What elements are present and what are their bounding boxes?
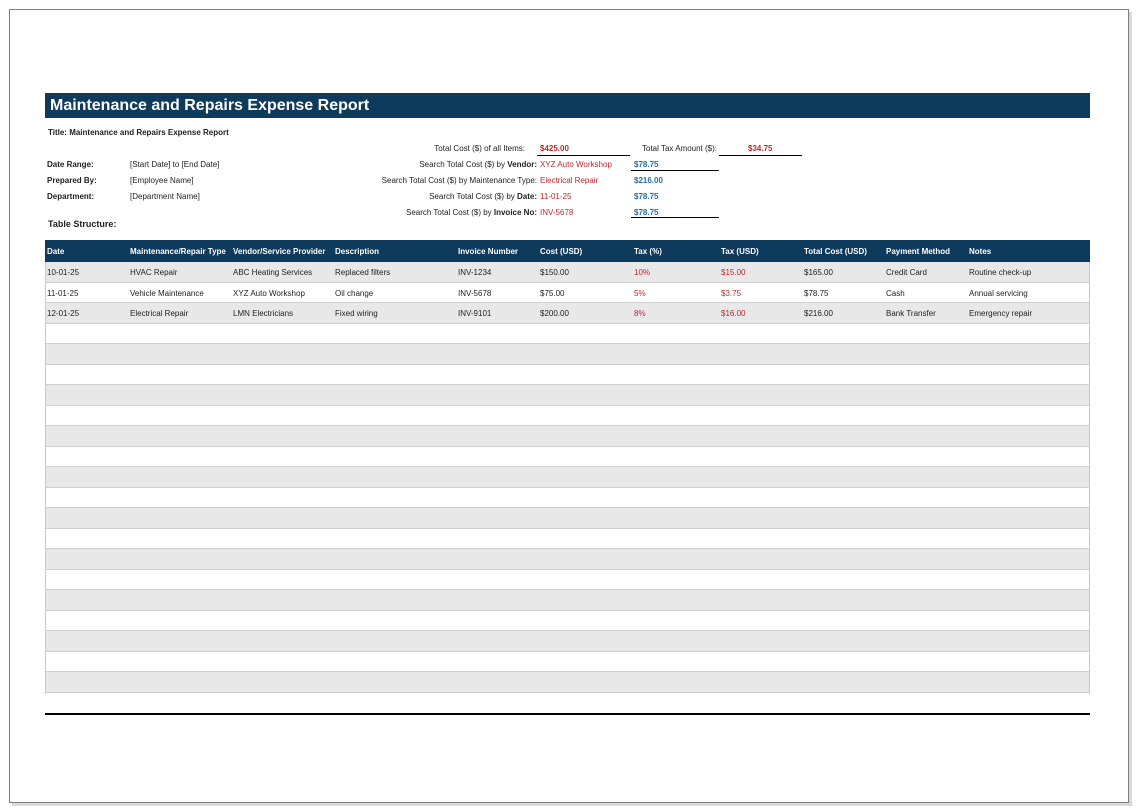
vendor-search-result: $78.75 (634, 160, 659, 169)
department-value[interactable]: [Department Name] (130, 192, 200, 201)
department-label: Department: (47, 192, 95, 201)
report-title-line: Title: Maintenance and Repairs Expense Report (48, 128, 229, 137)
table-row-empty[interactable] (45, 590, 1090, 611)
type-search-label: Search Total Cost ($) by Maintenance Type: (381, 176, 537, 185)
table-row-empty[interactable] (45, 652, 1090, 673)
table-row[interactable] (45, 262, 1090, 283)
cell-col-cost: $150.00 (540, 268, 569, 277)
cell-col-tax-usd: $16.00 (721, 309, 746, 318)
report-header-title: Maintenance and Repairs Expense Report (45, 93, 1090, 118)
invoice-result-underline (631, 217, 719, 218)
table-row-empty[interactable] (45, 529, 1090, 550)
cell-col-vendor: ABC Heating Services (233, 268, 313, 277)
date-search-label: Search Total Cost ($) by Date: (429, 192, 537, 201)
cell-col-date: 10-01-25 (47, 268, 80, 277)
cell-col-vendor: LMN Electricians (233, 309, 294, 318)
cell-col-date: 11-01-25 (47, 288, 79, 298)
cell-col-date: 12-01-25 (47, 309, 80, 318)
cell-col-invoice: INV-1234 (458, 268, 492, 277)
prepared-by-label: Prepared By: (47, 176, 97, 185)
cell-col-description: Oil change (335, 288, 374, 298)
header-col-date: Date (47, 247, 65, 256)
table-structure-label: Table Structure: (48, 219, 117, 229)
prepared-by-value[interactable]: [Employee Name] (130, 176, 194, 185)
cell-col-vendor: XYZ Auto Workshop (233, 288, 305, 298)
table-row-empty[interactable] (45, 426, 1090, 447)
total-tax-value: $34.75 (748, 144, 773, 153)
date-search-query[interactable]: 11-01-25 (540, 192, 572, 201)
header-col-tax-pct: Tax (%) (634, 247, 662, 256)
invoice-search-label: Search Total Cost ($) by Invoice No: (405, 208, 537, 217)
cell-col-tax-pct: 8% (634, 309, 646, 318)
cell-col-total: $78.75 (804, 288, 829, 298)
cell-col-type: Electrical Repair (130, 309, 189, 318)
cell-col-payment: Bank Transfer (886, 309, 936, 318)
table-left-border (45, 262, 46, 694)
table-header-row (45, 240, 1090, 262)
table-row[interactable] (45, 303, 1090, 324)
header-col-notes: Notes (969, 247, 992, 256)
table-row-empty[interactable] (45, 365, 1090, 386)
total-tax-underline (719, 155, 802, 156)
date-search-result: $78.75 (634, 192, 659, 201)
header-col-invoice: Invoice Number (458, 247, 519, 256)
footer-divider (45, 713, 1090, 715)
date-range-value[interactable]: [Start Date] to [End Date] (130, 160, 220, 169)
vendor-search-label: Search Total Cost ($) by Vendor: (419, 160, 537, 169)
table-row-empty[interactable] (45, 406, 1090, 427)
table-row-empty[interactable] (45, 324, 1090, 345)
cell-col-invoice: INV-5678 (458, 288, 492, 298)
cell-col-cost: $200.00 (540, 309, 569, 318)
cell-col-tax-usd: $3.75 (721, 288, 742, 298)
vendor-result-underline (631, 170, 719, 171)
cell-col-type: HVAC Repair (130, 268, 178, 277)
cell-col-description: Replaced filters (335, 268, 391, 277)
cell-col-total: $165.00 (804, 268, 833, 277)
date-range-label: Date Range: (47, 160, 94, 169)
header-col-description: Description (335, 247, 380, 256)
cell-col-tax-usd: $15.00 (721, 268, 746, 277)
total-cost-underline (537, 155, 630, 156)
table-row-empty[interactable] (45, 467, 1090, 488)
total-cost-value: $425.00 (540, 144, 569, 153)
type-search-query[interactable]: Electrical Repair (540, 176, 599, 185)
invoice-search-result: $78.75 (634, 208, 659, 217)
cell-col-notes: Emergency repair (969, 309, 1033, 318)
cell-col-cost: $75.00 (540, 288, 565, 298)
vendor-search-query[interactable]: XYZ Auto Workshop (540, 160, 612, 169)
cell-col-payment: Cash (886, 288, 905, 298)
total-tax-label: Total Tax Amount ($): (642, 144, 717, 153)
table-row-empty[interactable] (45, 488, 1090, 509)
header-col-vendor: Vendor/Service Provider (233, 247, 326, 256)
cell-col-description: Fixed wiring (335, 309, 378, 318)
cell-col-tax-pct: 5% (634, 288, 646, 298)
cell-col-total: $216.00 (804, 309, 833, 318)
cell-col-invoice: INV-9101 (458, 309, 492, 318)
table-row-empty[interactable] (45, 385, 1090, 406)
header-col-tax-usd: Tax (USD) (721, 247, 759, 256)
cell-col-tax-pct: 10% (634, 268, 651, 277)
table-row-empty[interactable] (45, 672, 1090, 693)
header-col-total: Total Cost (USD) (804, 247, 867, 256)
table-body (45, 262, 1090, 693)
cell-col-type: Vehicle Maintenance (130, 288, 204, 298)
type-search-result: $216.00 (634, 176, 663, 185)
header-col-cost: Cost (USD) (540, 247, 583, 256)
table-row-empty[interactable] (45, 549, 1090, 570)
cell-col-notes: Routine check-up (969, 268, 1032, 277)
table-row-empty[interactable] (45, 508, 1090, 529)
expense-table (45, 240, 1090, 693)
table-row-empty[interactable] (45, 631, 1090, 652)
table-row-empty[interactable] (45, 570, 1090, 591)
cell-col-notes: Annual servicing (969, 288, 1028, 298)
table-row-empty[interactable] (45, 611, 1090, 632)
table-right-border (1089, 262, 1090, 694)
table-row-empty[interactable] (45, 447, 1090, 468)
table-row[interactable] (45, 283, 1090, 304)
invoice-search-query[interactable]: INV-5678 (540, 208, 574, 217)
header-col-type: Maintenance/Repair Type (130, 247, 226, 256)
header-col-payment: Payment Method (886, 247, 951, 256)
cell-col-payment: Credit Card (886, 268, 927, 277)
total-cost-label: Total Cost ($) of all Items: (434, 144, 525, 153)
table-row-empty[interactable] (45, 344, 1090, 365)
